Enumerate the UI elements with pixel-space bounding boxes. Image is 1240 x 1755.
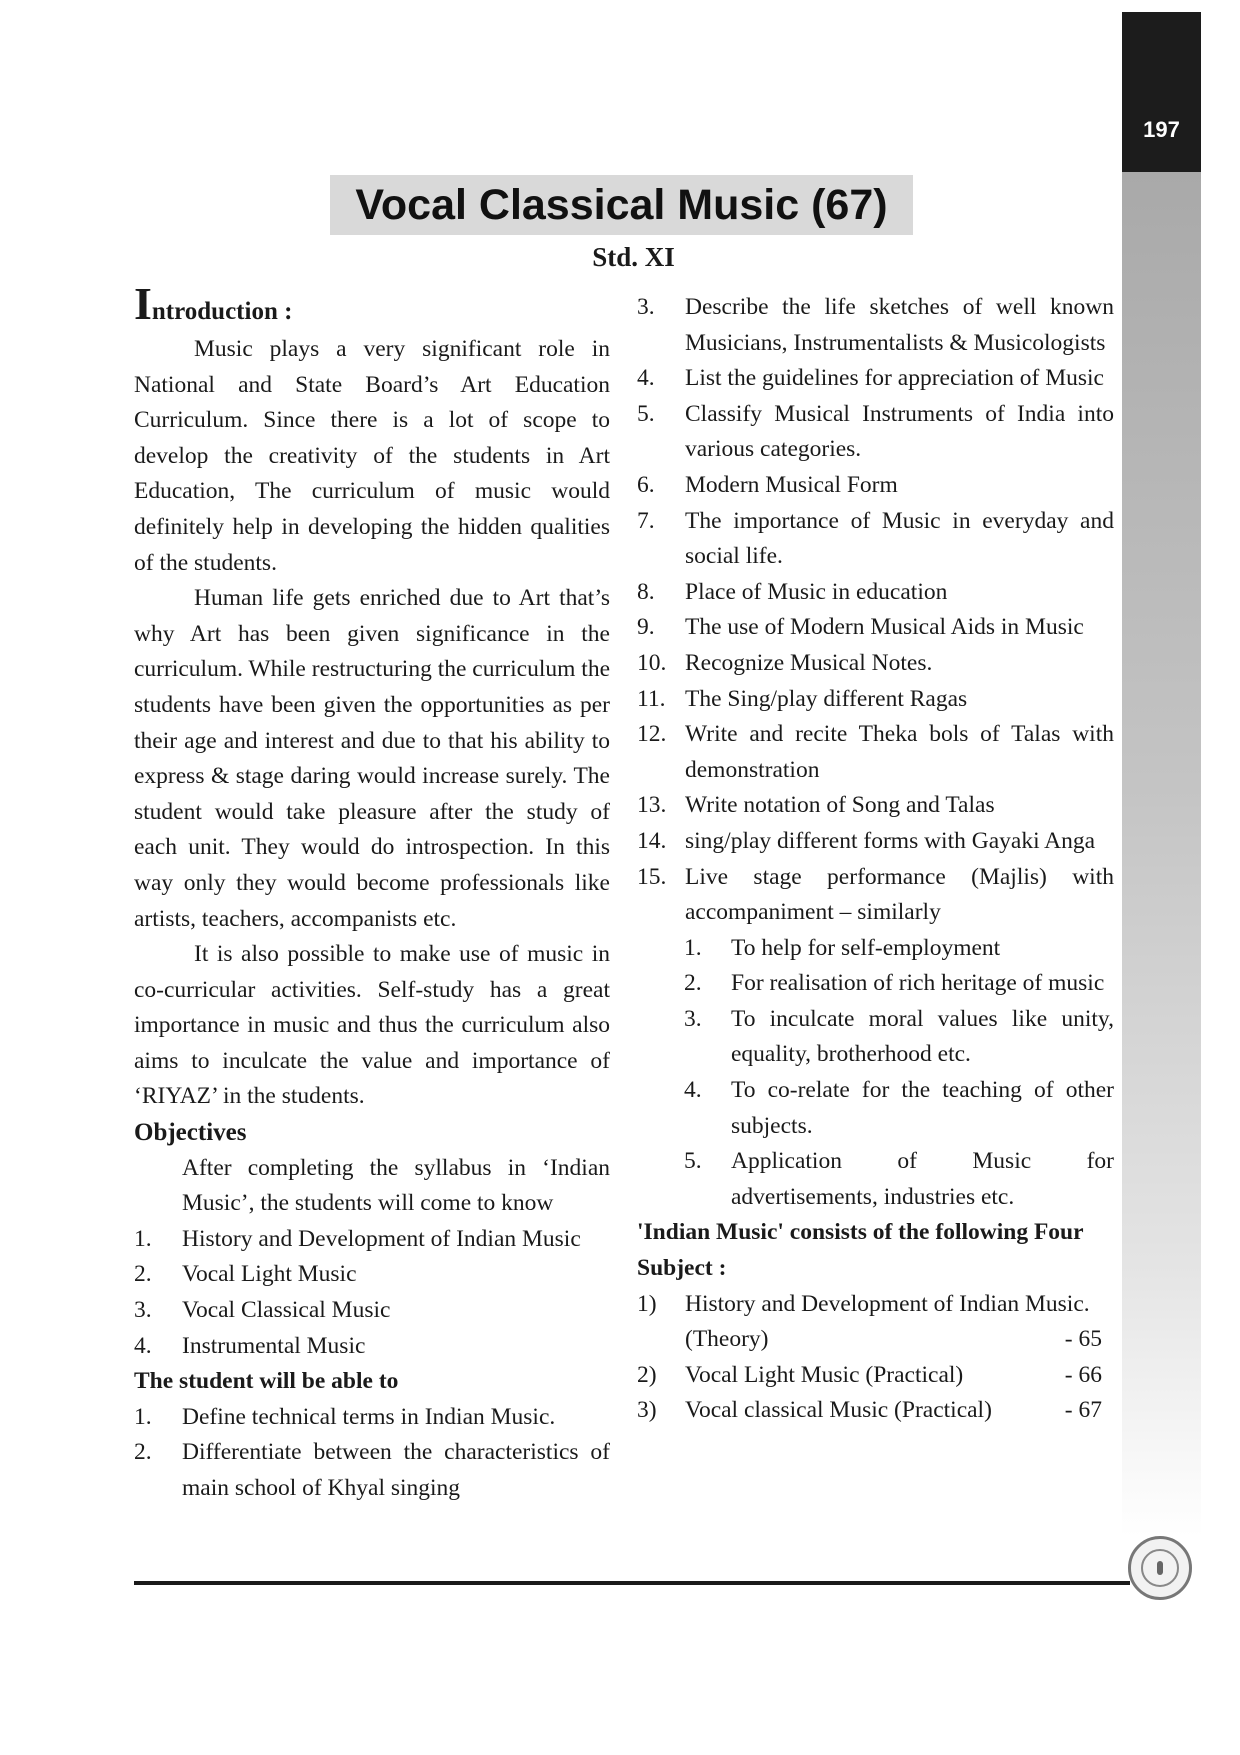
able-heading: The student will be able to (134, 1368, 399, 1395)
page-side-tab (1122, 12, 1201, 172)
subjects-heading: 'Indian Music' consists of the following Four Subject : (637, 1219, 1084, 1282)
intro-paragraph-3: It is also possible to make use of music in co-curricular activities. Self-study has a great importance in music and thus the curriculum also aims to inculcate the value and importance of ‘RIYAZ’ in the students. (134, 941, 610, 1110)
introduction-heading: Introduction : (134, 278, 293, 329)
left-column (134, 278, 610, 1507)
able-sub-item: 2. For realisation of rich heritage of music (684, 970, 1105, 997)
able-sub-item: 4. To co-relate for the teaching of other subjects. (684, 1077, 1114, 1139)
able-sub-item: 1. To help for self-employment (684, 934, 1001, 961)
intro-paragraph-2: Human life gets enriched due to Art that’s why Art has been given significance in the curriculum. While restructuring the curriculum the students have been given the opportunities as per their age and interest and due to that his ability to express & stage daring would increase surely. The student would take pleasure after the study of each unit. They would do introspection. In this way only they would become professionals like artists, teachers, accompanists etc. (134, 585, 610, 932)
able-item: 9. The use of Modern Musical Aids in Music (637, 614, 1084, 641)
objective-item: 4. Instrumental Music (134, 1332, 366, 1359)
able-item: 15. Live stage performance (Majlis) with accompaniment – similarly (637, 863, 1114, 926)
able-sub-item: 3. To inculcate moral values like unity, equality, brotherhood etc. (684, 1005, 1114, 1068)
able-item: 6. Modern Musical Form (637, 471, 898, 498)
subject-item: 2) Vocal Light Music (Practical) - 66 (637, 1361, 1102, 1388)
able-item: 13. Write notation of Song and Talas (637, 792, 995, 819)
side-gradient-bar (1122, 172, 1201, 1537)
objectives-heading: Objectives (134, 1119, 247, 1147)
able-item: 3. Describe the life sketches of well known Musicians, Instrumentalists & Musicologists (637, 294, 1114, 356)
able-item: 12. Write and recite Theka bols of Talas with demonstration (637, 721, 1114, 783)
able-item: 11. The Sing/play different Ragas (637, 685, 968, 712)
bottom-rule (134, 1581, 1130, 1585)
objectives-lead: After completing the syllabus in ‘Indian Music’, the students will come to know (182, 1154, 610, 1217)
board-seal-icon (1128, 1536, 1192, 1600)
able-item: 2. Differentiate between the characteristics of main school of Khyal singing (134, 1439, 610, 1501)
able-item: 7. The importance of Music in everyday and social life. (637, 507, 1114, 570)
able-item: 1. Define technical terms in Indian Music. (134, 1403, 556, 1430)
subject-item: 3) Vocal classical Music (Practical) - 67 (637, 1397, 1102, 1424)
right-column (637, 290, 1114, 1429)
able-item: 10. Recognize Musical Notes. (637, 649, 933, 676)
able-item: 8. Place of Music in education (637, 578, 948, 605)
objective-item: 3. Vocal Classical Music (134, 1297, 391, 1324)
able-sub-item: 5. Application of Music for advertisements, industries etc. (684, 1148, 1114, 1210)
able-item: 4. List the guidelines for appreciation of Music (637, 365, 1104, 392)
intro-paragraph-1: Music plays a very significant role in National and State Board’s Art Education Curriculum. Since there is a lot of scope to develop the creativity of the students in Art Education, The curriculum of music would definitely help in developing the hidden qualities of the students. (134, 336, 610, 576)
objective-item: 2. Vocal Light Music (134, 1261, 357, 1288)
page-title: Vocal Classical Music (67) (355, 181, 888, 229)
able-item: 5. Classify Musical Instruments of India into various categories. (637, 400, 1114, 463)
objective-item: 1. History and Development of Indian Music (134, 1225, 581, 1252)
page-subtitle: Std. XI (592, 242, 675, 272)
subject-item: 1) History and Development of Indian Music. (Theory) - 65 (637, 1290, 1102, 1353)
able-item: 14. sing/play different forms with Gayaki Anga (637, 827, 1096, 854)
page-number: 197 (1143, 117, 1180, 142)
